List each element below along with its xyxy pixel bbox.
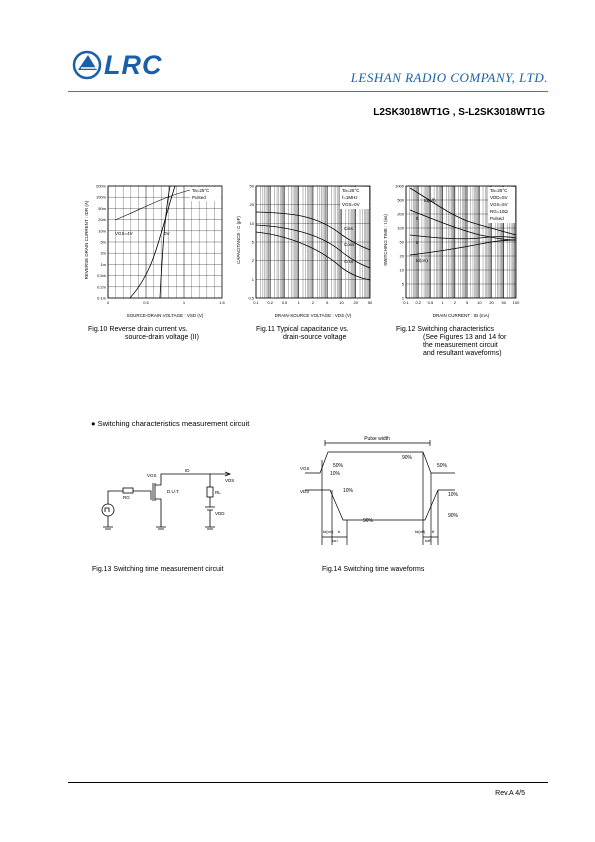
y-tick-label: 0.5m [97,273,106,279]
x-tick-label: 0.5 [143,300,149,305]
fig12-legend-vgs: VGS=5V [490,202,508,207]
x-tick-label: 0.2 [415,300,422,305]
x-tick-label: 20 [489,300,494,305]
fig13-label-vgs: VGS [147,473,157,478]
fig12-label-tf: tf [416,216,419,221]
y-tick-label: 10m [98,228,106,234]
svg-text:50%: 50% [437,463,448,469]
y-tick-label: 2 [401,295,404,301]
svg-text:VGS: VGS [300,466,310,471]
fig12-xticks [403,300,520,305]
fig12-chart [380,180,530,320]
fig11-legend-f: f=1MHz [342,195,358,200]
y-tick-label: 0.5 [248,295,254,301]
y-tick-label: 1m [100,261,106,267]
fig12-legend-pulsed: Pulsed [490,216,504,221]
svg-text:50%: 50% [333,463,344,469]
x-tick-label: 0.1 [403,300,409,305]
fig11-xlabel: DRAIN-SOURCE VOLTAGE : VDS (V) [274,313,352,318]
x-tick-label: 0.5 [281,300,288,305]
svg-text:toff: toff [425,538,431,543]
fig11-caption: Fig.11 Typical capacitance vs. drain-source voltage [256,326,349,341]
fig13-label-rl: RL [215,490,221,495]
fig14-pulse-width: Pulse width [364,436,390,442]
x-tick-label: 100 [512,300,520,305]
fig10-curve-label-4v: VGS=4V [115,231,133,236]
fig12-xlabel: DRAIN CURRENT : ID (mA) [432,313,490,318]
company-name: LESHAN RADIO COMPANY, LTD. [350,70,548,85]
svg-text:td(off): td(off) [415,529,426,534]
fig12-ylabel: SWITCHING TIME : t (ns) [383,214,388,266]
y-tick-label: 20 [399,253,404,259]
fig14-waveforms [295,430,465,550]
fig10-ylabel: REVERSE DRAIN CURRENT : IDR (A) [84,200,89,280]
fig10-chart [80,180,230,320]
y-tick-label: 100m [95,194,106,200]
svg-text:90%: 90% [363,518,374,524]
x-tick-label: 1.5 [219,300,225,305]
fig10-xlabel: SOURCE-DRAIN VOLTAGE : VSD (V) [126,313,204,318]
x-tick-label: 50 [501,300,507,305]
x-tick-label: 50 [367,300,373,305]
y-tick-label: 200 [397,211,404,217]
svg-text:90%: 90% [448,513,459,519]
fig10-grid [108,186,222,298]
fig10-legend-ta: Ta=25°C [192,188,210,193]
fig11-legend-ta: Ta=25°C [342,188,360,193]
fig12-caption: Fig.12 Switching characteristics (See Figures 13 and 14 for the measurement circuit and resultant waveforms) [396,326,507,357]
y-tick-label: 200m [95,183,106,189]
x-tick-label: 20 [353,300,358,305]
svg-text:10%: 10% [343,488,354,494]
footer-divider [68,782,548,783]
x-tick-label: 1 [182,300,186,305]
x-tick-label: 2 [453,300,457,305]
x-tick-label: 0.2 [267,300,274,305]
y-tick-label: 1 [251,276,254,282]
fig13-label-dut: D.U.T. [167,489,180,494]
y-tick-label: 50m [98,205,106,211]
x-tick-label: 10 [339,300,344,305]
x-tick-label: 2 [311,300,315,305]
part-number: L2SK3018WT1G , S-L2SK3018WT1G [373,107,545,118]
page-number: Rev.A 4/5 [495,790,525,797]
y-tick-label: 2 [251,258,254,264]
y-tick-label: 10 [399,267,404,273]
fig13-label-vdd: VDD [215,511,225,516]
fig12-label-tdon: td(on) [416,258,428,263]
y-tick-label: 5 [251,239,254,245]
y-tick-label: 0.2m [97,284,106,290]
svg-text:tr: tr [338,529,341,534]
fig11-legend-vgs: VGS=0V [342,202,360,207]
y-tick-label: 50 [249,183,254,189]
svg-text:ton: ton [332,538,338,543]
fig13-caption: Fig.13 Switching time measurement circuit [92,566,224,573]
fig11-ylabel: CAPACITANCE : C (pF) [236,216,241,264]
y-tick-label: 100 [397,225,404,231]
fig13-label-vds: VDS [225,478,235,483]
fig11-xticks [253,300,373,305]
fig10-legend-pulsed: Pulsed [192,195,206,200]
section-title: ● Switching characteristics measurement circuit [91,419,250,428]
svg-text:td(on): td(on) [323,529,334,534]
fig12-legend-rg: RG=10Ω [490,209,508,214]
fig13-label-rg: RG [123,495,130,500]
fig13-label-id: ID [185,468,190,473]
y-tick-label: 20 [249,202,254,208]
fig10-yticks [96,184,107,301]
x-tick-label: 0.1 [253,300,259,305]
fig12-label-tr: tr [416,240,419,245]
header-divider [68,91,548,92]
fig11-chart [232,180,382,320]
x-tick-label: 10 [477,300,482,305]
fig12-legend-ta: Ta=25°C [490,188,508,193]
fig11-label-crss: Crss [344,259,354,264]
fig10-xticks [107,300,226,305]
fig12-label-tdoff: td(off) [424,198,436,203]
y-tick-label: 50 [399,239,404,245]
fig11-yticks [248,184,254,301]
y-tick-label: 5m [100,239,106,245]
y-tick-label: 10 [249,220,254,226]
fig13-circuit [95,465,245,545]
x-tick-label: 5 [326,300,329,305]
y-tick-label: 2m [100,250,106,256]
x-tick-label: 1 [297,300,300,305]
fig10-curve-label-0v: 0V [164,231,170,236]
svg-text:10%: 10% [330,471,341,477]
svg-text:90%: 90% [402,455,413,461]
x-tick-label: 0.5 [427,300,434,305]
y-tick-label: 5 [401,281,404,287]
x-tick-label: 0 [106,300,110,305]
y-tick-label: 20m [98,217,106,223]
fig11-label-coss: Coss [344,242,355,247]
svg-text:tf: tf [432,529,435,534]
svg-text:10%: 10% [448,492,459,498]
fig12-legend-vdd: VDD=5V [490,195,508,200]
fig11-label-ciss: Ciss [344,226,353,231]
logo-text: LRC [104,50,163,80]
fig12-yticks [395,184,405,301]
x-tick-label: 1 [441,300,444,305]
fig14-caption: Fig.14 Switching time waveforms [322,566,425,573]
y-tick-label: 1000 [395,183,404,189]
x-tick-label: 5 [465,300,469,305]
y-tick-label: 0.1m [97,295,106,301]
fig10-caption: Fig.10 Reverse drain current vs. source-drain voltage (II) [88,326,199,341]
y-tick-label: 500 [397,197,404,203]
svg-text:VDS: VDS [300,489,310,494]
